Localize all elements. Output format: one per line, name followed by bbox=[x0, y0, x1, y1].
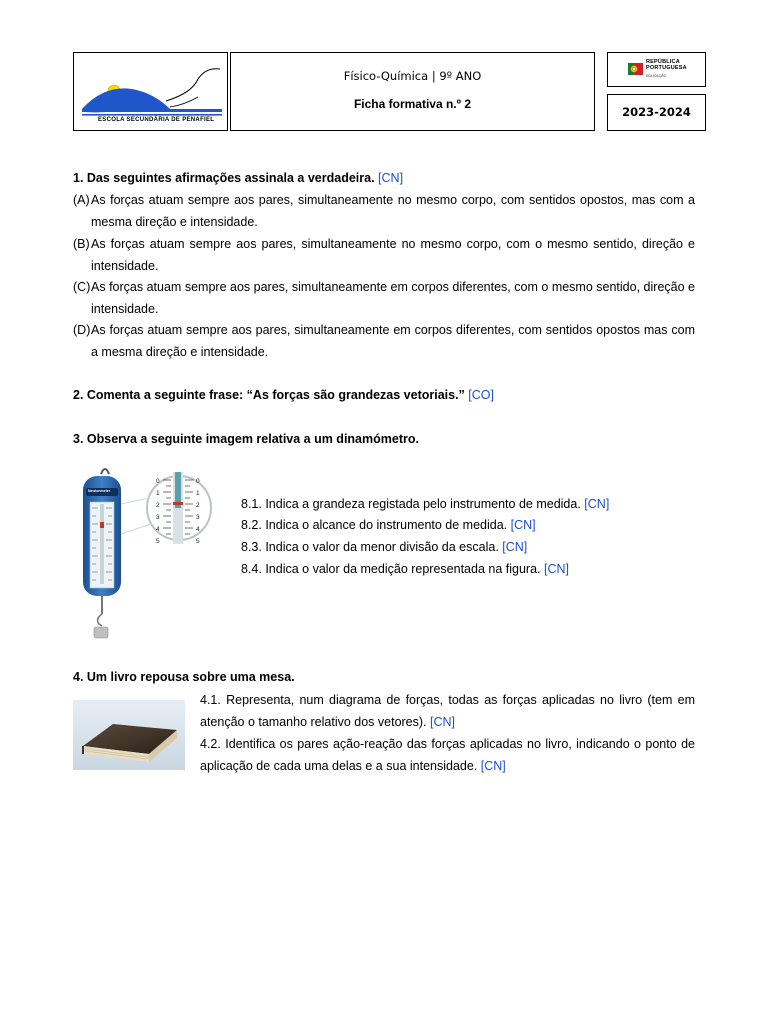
subject-title: Físico-Química | 9º ANO bbox=[343, 69, 482, 83]
item-4-1-tag: [CN] bbox=[430, 714, 456, 729]
option-d-label: (D) bbox=[73, 323, 91, 337]
option-a-label: (A) bbox=[73, 193, 90, 207]
scale-left-5: 5 bbox=[156, 538, 160, 545]
question-1-title: 1. Das seguintes afirmações assinala a verdadeira. [CN] bbox=[73, 171, 404, 185]
scale-right-3: 3 bbox=[196, 514, 200, 521]
item-4-2: 4.2. Identifica os pares ação-reação das forças aplicadas no livro, indicando o ponto de aplicação de cada uma delas e a sua intensidade. [CN] bbox=[200, 737, 695, 773]
scale-right-5: 5 bbox=[196, 538, 200, 545]
scale-left-3: 3 bbox=[156, 514, 160, 521]
book-image bbox=[73, 700, 185, 770]
scale-left-0: 0 bbox=[156, 478, 160, 485]
school-year: 2023-2024 bbox=[622, 105, 691, 119]
scale-left-1: 1 bbox=[156, 490, 160, 497]
republic-logo-box bbox=[607, 52, 706, 87]
item-4-2-tag: [CN] bbox=[480, 758, 506, 773]
item-8-2-tag: [CN] bbox=[510, 518, 536, 532]
dynamometer-figure bbox=[73, 464, 225, 642]
device-label: Newtonmeter bbox=[88, 489, 111, 493]
question-3-title: 3. Observa a seguinte imagem relativa a um dinamómetro. bbox=[73, 432, 419, 446]
title-box bbox=[230, 52, 595, 131]
item-8-4: 8.4. Indica o valor da medição representada na figura. [CN] bbox=[241, 562, 569, 576]
scale-right bbox=[196, 476, 200, 548]
scale-left-4: 4 bbox=[156, 526, 160, 533]
question-2-tag: [CO] bbox=[468, 388, 494, 402]
option-b-label: (B) bbox=[73, 237, 90, 251]
option-a[interactable] bbox=[73, 190, 695, 234]
option-a-text: As forças atuam sempre aos pares, simultaneamente no mesmo corpo, com sentidos opostos, mas com a mesma direção e intensidade. bbox=[91, 193, 695, 229]
scale-right-2: 2 bbox=[196, 502, 200, 509]
item-8-1-tag: [CN] bbox=[584, 497, 610, 511]
school-name: ESCOLA SECUNDÁRIA DE PENAFIEL bbox=[98, 117, 215, 123]
republic-line2: PORTUGUESA bbox=[646, 65, 687, 71]
option-c[interactable] bbox=[73, 277, 695, 321]
item-4-1: 4.1. Representa, num diagrama de forças, todas as forças aplicadas no livro (tem em atenção o tamanho relativo dos vetores). [CN] bbox=[200, 693, 695, 729]
scale-right-1: 1 bbox=[196, 490, 200, 497]
scale-right-0: 0 bbox=[196, 478, 200, 485]
republic-line1: REPÚBLICA bbox=[646, 59, 680, 65]
item-8-3: 8.3. Indica o valor da menor divisão da escala. [CN] bbox=[241, 540, 528, 554]
republic-line3: EDUCAÇÃO bbox=[646, 74, 667, 78]
item-8-4-tag: [CN] bbox=[543, 562, 569, 576]
option-d[interactable] bbox=[73, 320, 695, 364]
scale-right-4: 4 bbox=[196, 526, 200, 533]
question-1-tag: [CN] bbox=[378, 171, 404, 185]
option-b-text: As forças atuam sempre aos pares, simultaneamente no mesmo corpo, com o mesmo sentido, direção e intensidade. bbox=[91, 237, 695, 273]
sheet-title: Ficha formativa n.º 2 bbox=[353, 97, 472, 111]
school-year-box bbox=[607, 94, 706, 131]
item-8-3-tag: [CN] bbox=[502, 540, 528, 554]
option-c-label: (C) bbox=[73, 280, 91, 294]
question-2-title: 2. Comenta a seguinte frase: “As forças são grandezas vetoriais.” [CO] bbox=[73, 388, 494, 402]
scale-left bbox=[156, 476, 160, 548]
option-b[interactable] bbox=[73, 234, 695, 278]
option-d-text: As forças atuam sempre aos pares, simultaneamente em corpos diferentes, com sentidos opostos mas com a mesma direção e intensidade. bbox=[91, 323, 695, 359]
item-8-2: 8.2. Indica o alcance do instrumento de medida. [CN] bbox=[241, 518, 536, 532]
school-logo-box bbox=[73, 52, 228, 131]
scale-left-2: 2 bbox=[156, 502, 160, 509]
item-8-1: 8.1. Indica a grandeza registada pelo instrumento de medida. [CN] bbox=[241, 497, 610, 511]
question-4-title: 4. Um livro repousa sobre uma mesa. bbox=[73, 670, 295, 684]
option-c-text: As forças atuam sempre aos pares, simultaneamente em corpos diferentes, com o mesmo sentido, direção e intensidade. bbox=[91, 280, 695, 316]
portugal-flag-icon bbox=[628, 61, 644, 77]
